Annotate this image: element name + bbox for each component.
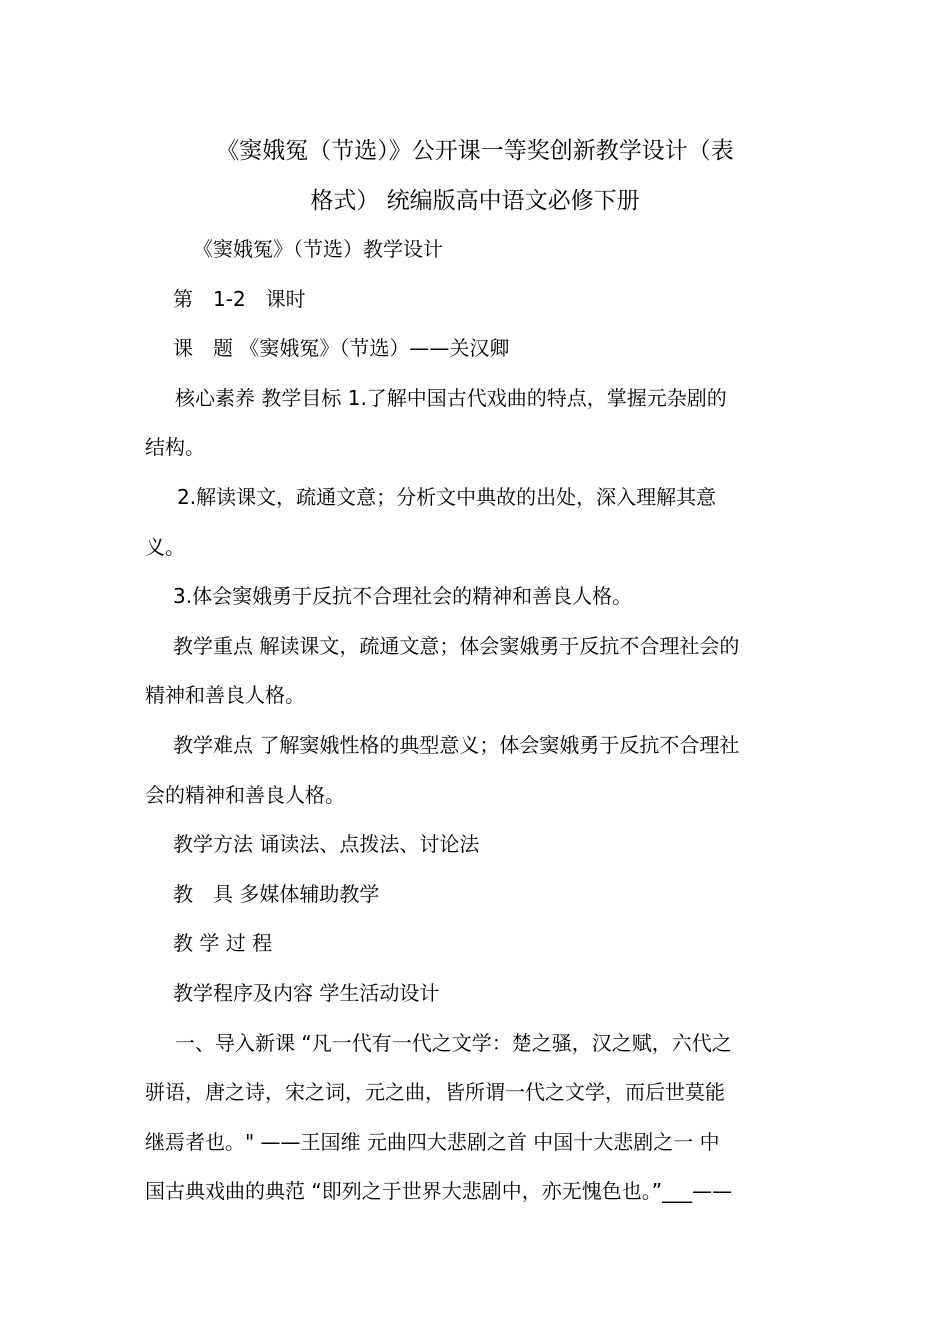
intro-line-cont-3: 国古典戏曲的典范 “即列之于世界大悲剧中，亦无愧色也。”___—— (145, 1179, 733, 1204)
intro-line: 一、导入新课 “凡一代有一代之文学：楚之骚，汉之赋，六代之 (175, 1030, 732, 1055)
key-points-line-cont: 精神和善良人格。 (145, 683, 305, 708)
teaching-process-heading: 教 学 过 程 (173, 931, 273, 956)
key-points-line: 教学重点 解读课文，疏通文意；体会窦娥勇于反抗不合理社会的 (173, 633, 740, 658)
methods-line: 教学方法 诵读法、点拨法、讨论法 (173, 832, 480, 857)
intro-line-cont-2: 继焉者也。" ——王国维 元曲四大悲剧之首 中国十大悲剧之一 中 (145, 1129, 720, 1154)
objective-3-line: 3.体会窦娥勇于反抗不合理社会的精神和善良人格。 (173, 584, 633, 609)
difficulties-line-cont: 会的精神和善良人格。 (145, 782, 345, 807)
objectives-line-cont: 结构。 (145, 435, 205, 460)
objective-2-line-cont: 义。 (145, 534, 185, 559)
document-body (145, 225, 807, 1217)
difficulties-line: 教学难点 了解窦娥性格的典型意义；体会窦娥勇于反抗不合理社 (173, 732, 740, 757)
procedure-heading: 教学程序及内容 学生活动设计 (173, 980, 440, 1005)
subtitle-line: 《窦娥冤》（节选）教学设计 (193, 237, 443, 261)
lesson-period-line: 第 1-2 课时 (173, 286, 306, 311)
title-line-2: 格式） 统编版高中语文必修下册 (310, 188, 640, 214)
teaching-tools-line: 教 具 多媒体辅助教学 (173, 881, 380, 906)
objectives-line: 核心素养 教学目标 1.了解中国古代戏曲的特点，掌握元杂剧的 (175, 385, 727, 410)
objective-2-line: 2.解读课文，疏通文意；分析文中典故的出处，深入理解其意 (177, 484, 717, 509)
document-title (145, 126, 805, 226)
intro-line-cont-1: 骈语，唐之诗，宋之词，元之曲，皆所谓一代之文学，而后世莫能 (145, 1080, 725, 1105)
lesson-topic-line: 课 题 《窦娥冤》（节选）——关汉卿 (173, 336, 510, 361)
title-line-1: 《窦娥冤（节选）》公开课一等奖创新教学设计（表 (216, 138, 734, 164)
